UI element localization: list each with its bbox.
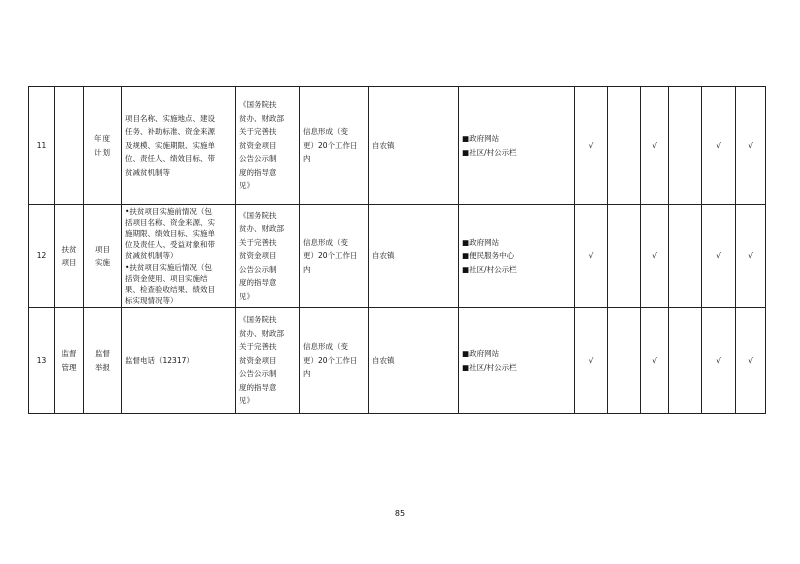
check-mark xyxy=(669,205,702,308)
check-mark: √ xyxy=(702,308,736,414)
disclosure-channels: ■政府网站 ■社区/村公示栏 xyxy=(459,87,575,205)
table-row xyxy=(29,205,766,308)
disclosure-subject: 自农镇 xyxy=(369,87,459,205)
check-mark: √ xyxy=(575,87,608,205)
disclosure-table xyxy=(28,86,766,414)
check-mark xyxy=(608,205,641,308)
check-mark xyxy=(608,87,641,205)
disclosure-channels: ■政府网站 ■便民服务中心 ■社区/村公示栏 xyxy=(459,205,575,308)
check-mark: √ xyxy=(575,205,608,308)
disclosure-basis: 《国务院扶 贫办、财政部 关于完善扶 贫资金项目 公告公示制 度的指导意 见》 xyxy=(236,87,300,205)
disclosure-channels: ■政府网站 ■社区/村公示栏 xyxy=(459,308,575,414)
row-number: 12 xyxy=(29,205,55,308)
category-level2: 项目 实施 xyxy=(84,205,122,308)
category-level2: 监督 举报 xyxy=(84,308,122,414)
check-mark: √ xyxy=(641,205,669,308)
disclosure-timeframe: 信息形成（变 更）20个工作日 内 xyxy=(300,205,369,308)
check-mark: √ xyxy=(736,87,766,205)
disclosure-subject: 自农镇 xyxy=(369,308,459,414)
check-mark: √ xyxy=(702,205,736,308)
disclosure-basis: 《国务院扶 贫办、财政部 关于完善扶 贫资金项目 公告公示制 度的指导意 见》 xyxy=(236,205,300,308)
check-mark xyxy=(669,308,702,414)
disclosure-subject: 自农镇 xyxy=(369,205,459,308)
disclosure-content: 监督电话（12317） xyxy=(122,308,236,414)
check-mark: √ xyxy=(641,87,669,205)
table-row xyxy=(29,87,766,205)
disclosure-content: 项目名称、实施地点、建设 任务、补助标准、资金来源 及规模、实施期限、实施单 位、责任人、绩效目标、带 贫减贫机制等 xyxy=(122,87,236,205)
check-mark xyxy=(669,87,702,205)
category-level1 xyxy=(55,87,84,205)
table-row xyxy=(29,308,766,414)
check-mark: √ xyxy=(702,87,736,205)
disclosure-content: •扶贫项目实施前情况（包 括项目名称、资金来源、实 施期限、绩效目标、实施单 位及责任人、受益对象和带 贫减贫机制等） •扶贫项目实施后情况（包 括资金使用、项目实施结 果、检查验收结果、绩效目 标实现情况等） xyxy=(122,205,236,308)
disclosure-basis: 《国务院扶 贫办、财政部 关于完善扶 贫资金项目 公告公示制 度的指导意 见》 xyxy=(236,308,300,414)
category-level2: 年度 计划 xyxy=(84,87,122,205)
check-mark xyxy=(608,308,641,414)
page-number: 85 xyxy=(394,509,406,518)
check-mark: √ xyxy=(736,308,766,414)
category-level1: 扶贫 项目 xyxy=(55,205,84,308)
check-mark: √ xyxy=(575,308,608,414)
check-mark: √ xyxy=(641,308,669,414)
category-level1: 监督 管理 xyxy=(55,308,84,414)
disclosure-timeframe: 信息形成（变 更）20个工作日 内 xyxy=(300,87,369,205)
check-mark: √ xyxy=(736,205,766,308)
disclosure-timeframe: 信息形成（变 更）20个工作日 内 xyxy=(300,308,369,414)
row-number: 11 xyxy=(29,87,55,205)
row-number: 13 xyxy=(29,308,55,414)
